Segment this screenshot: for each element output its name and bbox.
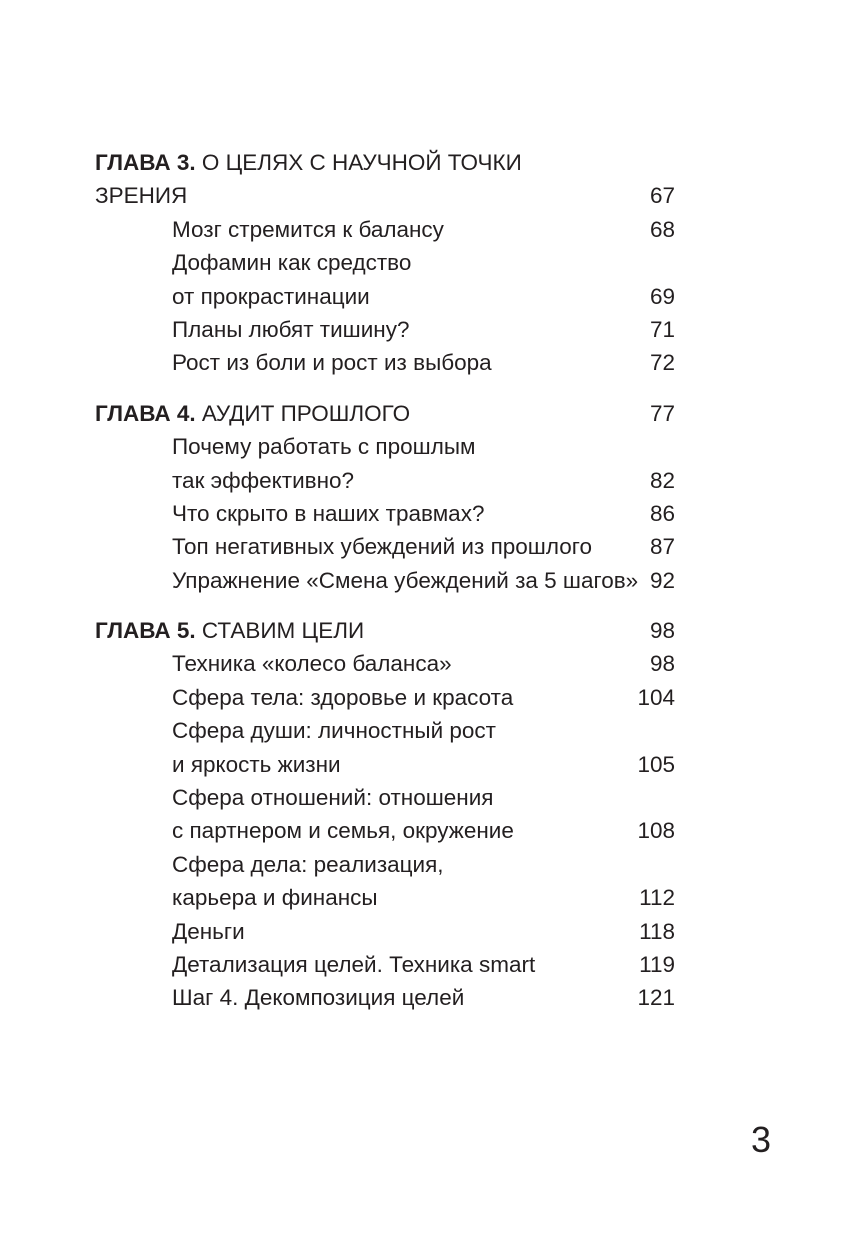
chapter-heading-line — [95, 614, 675, 647]
entry-title: Шаг 4. Декомпозиция целей — [172, 985, 465, 1011]
chapter-title: СТАВИМ ЦЕЛИ — [195, 618, 365, 644]
page-ref: 112 — [639, 885, 675, 911]
toc-entry — [95, 246, 675, 279]
toc-entry — [95, 346, 675, 379]
chapter-5 — [95, 614, 675, 1015]
toc-entry — [95, 530, 675, 563]
entry-title: Детализация целей. Техника smart — [172, 951, 536, 977]
entry-title: Сфера тела: здоровье и красота — [172, 684, 514, 710]
chapter-heading-line — [95, 179, 675, 212]
chapter-heading-text — [95, 614, 364, 647]
toc-entry — [95, 430, 675, 463]
chapter-title: АУДИТ ПРОШЛОГО — [195, 400, 411, 426]
entry-title: от прокрастинации — [172, 283, 370, 309]
chapter-heading-text — [95, 146, 522, 179]
entry-title: Мозг стремится к балансу — [172, 216, 444, 242]
page-ref: 67 — [649, 183, 675, 209]
toc-entry — [95, 814, 675, 847]
entry-title: и яркость жизни — [172, 751, 341, 777]
entry-title: с партнером и семья, окружение — [172, 818, 514, 844]
table-of-contents — [95, 146, 675, 1032]
toc-entry — [95, 748, 675, 781]
toc-entry — [95, 714, 675, 747]
page-ref: 98 — [649, 618, 675, 644]
page-ref: 108 — [637, 818, 675, 844]
toc-entry — [95, 681, 675, 714]
entry-title: Сфера отношений: отношения — [172, 785, 494, 811]
chapter-heading-line — [95, 146, 675, 179]
page-ref: 87 — [649, 534, 675, 560]
page-number: 3 — [751, 1119, 772, 1160]
page-ref: 105 — [637, 751, 675, 777]
chapter-3 — [95, 146, 675, 380]
toc-entry — [95, 848, 675, 881]
chapter-title: ЗРЕНИЯ — [95, 183, 188, 209]
toc-entry — [95, 781, 675, 814]
page-ref: 118 — [639, 918, 675, 944]
toc-entry — [95, 948, 675, 981]
entry-title: Техника «колесо баланса» — [172, 651, 452, 677]
chapter-label: ГЛАВА 3. — [95, 150, 196, 175]
entry-title: Дофамин как средство — [172, 250, 412, 276]
chapter-title: О ЦЕЛЯХ С НАУЧНОЙ ТОЧКИ — [195, 150, 522, 175]
entry-title: Сфера души: личностный рост — [172, 718, 496, 744]
toc-entry — [95, 313, 675, 346]
page-ref: 104 — [637, 684, 675, 710]
toc-entry — [95, 981, 675, 1014]
entry-title: Что скрыто в наших травмах? — [172, 500, 485, 526]
page-ref: 69 — [649, 283, 675, 309]
entry-title: Топ негативных убеждений из прошлого — [172, 534, 592, 560]
toc-entry — [95, 564, 675, 597]
page-ref: 71 — [649, 316, 675, 342]
chapter-4 — [95, 397, 675, 597]
chapter-label: ГЛАВА 5. — [95, 618, 196, 644]
toc-entry — [95, 497, 675, 530]
chapter-heading-line — [95, 397, 675, 430]
page-ref: 119 — [639, 951, 675, 977]
page-ref: 98 — [649, 651, 675, 677]
entry-title: так эффективно? — [172, 467, 355, 493]
page-ref: 92 — [649, 567, 675, 593]
toc-entry — [95, 464, 675, 497]
toc-entry — [95, 213, 675, 246]
chapter-heading-text — [95, 397, 410, 430]
chapter-label: ГЛАВА 4. — [95, 400, 196, 426]
toc-entry — [95, 881, 675, 914]
page-ref: 77 — [649, 400, 675, 426]
page-ref: 86 — [649, 500, 675, 526]
page-ref: 121 — [637, 985, 675, 1011]
toc-entry — [95, 280, 675, 313]
entry-title: Почему работать с прошлым — [172, 434, 476, 460]
entry-title: Сфера дела: реализация, — [172, 851, 444, 877]
entry-title: Упражнение «Смена убеждений за 5 шагов» — [172, 567, 639, 593]
entry-title: карьера и финансы — [172, 885, 378, 911]
toc-entry — [95, 647, 675, 680]
toc-entry — [95, 915, 675, 948]
page-ref: 72 — [649, 350, 675, 376]
page-ref: 82 — [649, 467, 675, 493]
page-ref: 68 — [649, 216, 675, 242]
entry-title: Деньги — [172, 918, 245, 944]
entry-title: Рост из боли и рост из выбора — [172, 350, 492, 376]
entry-title: Планы любят тишину? — [172, 316, 410, 342]
